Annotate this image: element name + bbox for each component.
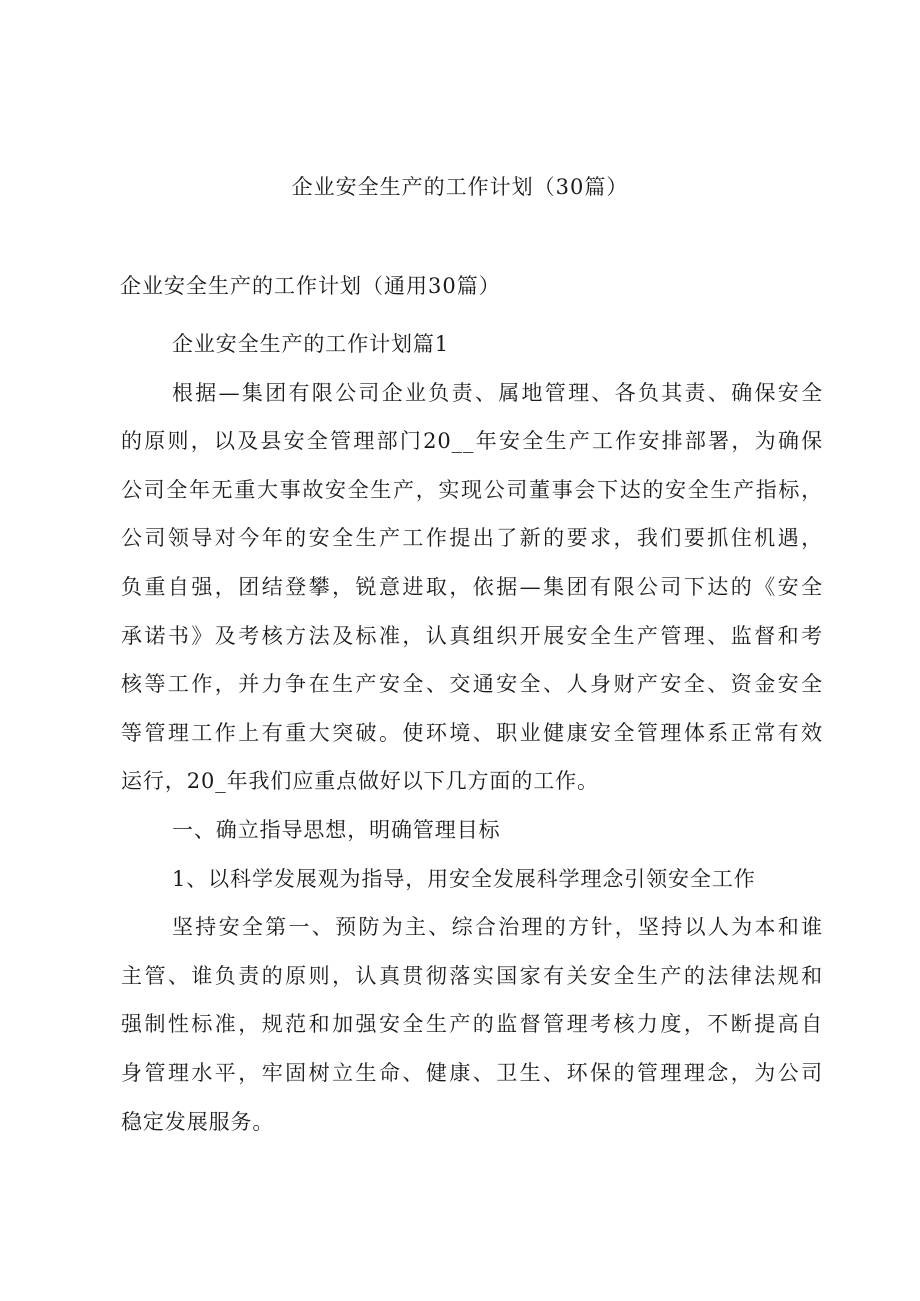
paragraph-line: 运行，20_年我们应重点做好以下几方面的工作。 <box>121 769 599 794</box>
section-heading: 企业安全生产的工作计划篇1 <box>172 332 450 356</box>
paragraph-line: 承诺书》及考核方法及标准，认真组织开展安全生产管理、监督和考 <box>121 623 823 648</box>
paragraph-line: 强制性标准，规范和加强安全生产的监督管理考核力度，不断提高自 <box>121 1012 823 1037</box>
paragraph-line: 坚持安全第一、预防为主、综合治理的方针，坚持以人为本和谁 <box>172 915 823 940</box>
paragraph-line: 等管理工作上有重大突破。使环境、职业健康安全管理体系正常有效 <box>121 720 823 745</box>
document-subtitle: 企业安全生产的工作计划（通用30篇） <box>120 274 501 298</box>
paragraph-line: 公司全年无重大事故安全生产，实现公司董事会下达的安全生产指标， <box>121 477 823 502</box>
paragraph-line: 主管、谁负责的原则，认真贯彻落实国家有关安全生产的法律法规和 <box>121 963 823 988</box>
document-title: 企业安全生产的工作计划（30篇） <box>291 175 629 199</box>
document-body <box>121 320 823 1146</box>
paragraph-line: 负重自强，团结登攀，锐意进取，依据—集团有限公司下达的《安全 <box>121 574 823 599</box>
paragraph-line: 的原则，以及县安全管理部门20__年安全生产工作安排部署，为确保 <box>121 429 823 454</box>
section-heading: 一、确立指导思想，明确管理目标 <box>172 817 501 842</box>
paragraph-line: 公司领导对今年的安全生产工作提出了新的要求，我们要抓住机遇， <box>121 526 823 551</box>
paragraph-line: 核等工作，并力争在生产安全、交通安全、人身财产安全、资金安全 <box>121 672 823 697</box>
paragraph-line: 稳定发展服务。 <box>121 1109 275 1134</box>
paragraph-line: 根据—集团有限公司企业负责、属地管理、各负其责、确保安全 <box>172 380 823 405</box>
paragraph-line: 身管理水平，牢固树立生命、健康、卫生、环保的管理理念，为公司 <box>121 1060 823 1085</box>
subsection-heading: 1、以科学发展观为指导，用安全发展科学理念引领安全工作 <box>172 866 756 891</box>
